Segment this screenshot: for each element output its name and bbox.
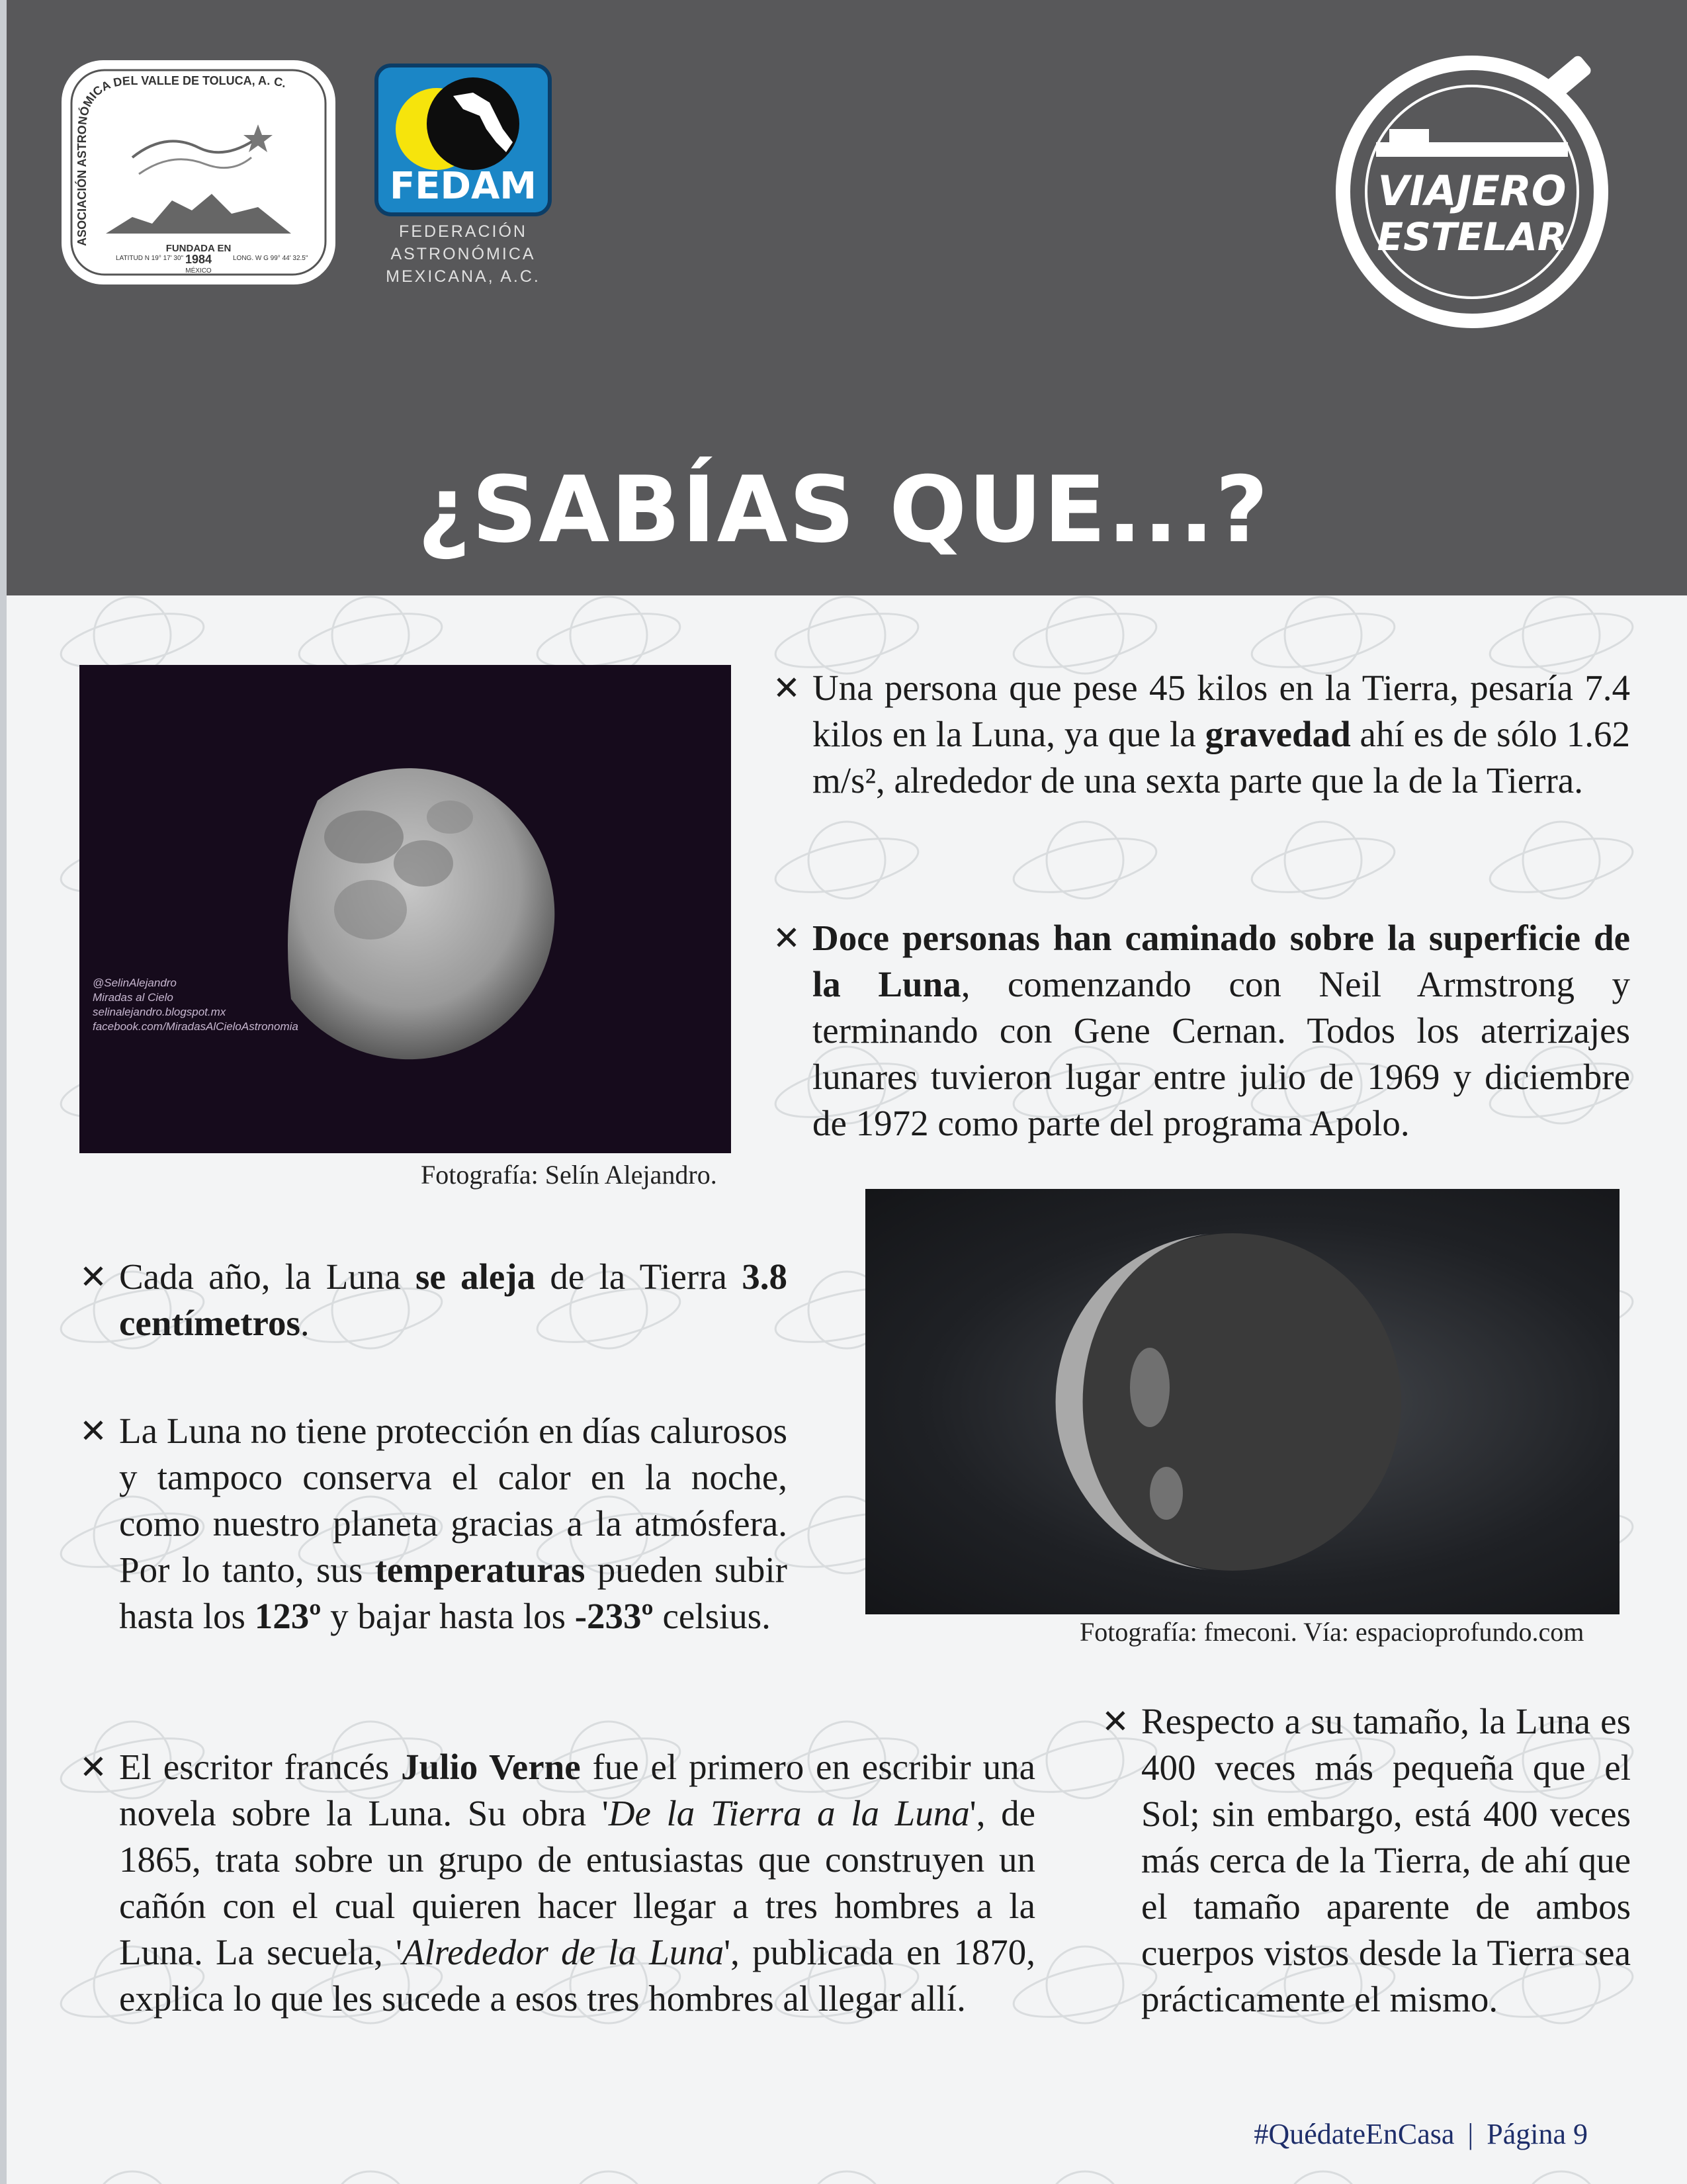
fedam-line2: ASTRONÓMICA xyxy=(390,245,536,263)
photo1-watermark-line3: selinalejandro.blogspot.mx xyxy=(93,1006,226,1018)
bullet-mark-icon: ✕ xyxy=(1102,1702,1129,1741)
footer-hashtag: #QuédateEnCasa xyxy=(1254,2118,1455,2150)
bullet-mark-icon: ✕ xyxy=(773,669,800,707)
photo1-watermark-line4: facebook.com/MiradasAlCieloAstronomia xyxy=(93,1020,298,1033)
viajero-line2: ESTELAR xyxy=(1377,214,1567,259)
viajero-line1: VIAJERO xyxy=(1377,167,1567,215)
fact-julio-verne: ✕ El escritor francés Julio Verne fue el primero en escribir una novela sobre la Luna. Su obra 'De la Tierra a la Luna', de 1865, trata sobre un grupo de entusiastas que construyen un cañón con el cual quieren hacer llegar a tres hombres a la Luna. La secuela, 'Alrededor de la Luna', publicada en 1870, explica lo que les sucede a esos tres hombres al llegar allí. xyxy=(119,1744,1035,2022)
aavt-logo xyxy=(60,58,337,286)
aavt-founded-year: 1984 xyxy=(185,253,212,266)
aavt-longitude: LONG. W G 99° 44' 32.5" xyxy=(233,255,308,262)
fact-temperatures: ✕ La Luna no tiene protección en días calurosos y tampoco conserva el calor en la noche, como nuestro planeta gracias a la atmósfera. Por lo tanto, sus temperaturas pueden subir hasta los 123º y bajar hasta los -233º celsius. xyxy=(119,1408,787,1639)
bullet-mark-icon: ✕ xyxy=(79,1748,107,1786)
fedam-logo xyxy=(374,63,552,288)
page-edge xyxy=(0,0,7,2184)
aavt-arc-text: ASOCIACIÓN ASTRONÓMICA DEL VALLE DE TOLUCA, A. C. xyxy=(75,73,288,246)
page-title: ¿SABÍAS QUE...? xyxy=(417,457,1270,563)
fact-moonwalkers: ✕ Doce personas han caminado sobre la superficie de la Luna, comenzando con Neil Armstrong y terminando con Gene Cernan. Todos los aterrizajes lunares tuvieron lugar entre julio de 1969 y diciembre de 1972 como parte del programa Apolo. xyxy=(812,915,1630,1147)
footer-page-number: Página 9 xyxy=(1487,2118,1588,2150)
bullet-mark-icon: ✕ xyxy=(79,1258,107,1296)
fedam-line3: MEXICANA, A.C. xyxy=(386,267,541,286)
viajero-estelar-logo xyxy=(1330,40,1627,337)
crescent-moon-image xyxy=(865,1189,1620,1614)
aavt-founded-label: FUNDADA EN xyxy=(165,243,232,254)
gibbous-moon-image xyxy=(79,665,731,1153)
fedam-line1: FEDERACIÓN xyxy=(399,222,527,241)
moon-photo-2 xyxy=(865,1189,1620,1614)
fact-gravity: ✕ Una persona que pese 45 kilos en la Tierra, pesaría 7.4 kilos en la Luna, ya que la gravedad ahí es de sólo 1.62 m/s², alrededor de una sexta parte que la de la Tierra. xyxy=(812,665,1630,804)
aavt-city: MÉXICO xyxy=(185,267,212,275)
photo2-caption: Fotografía: fmeconi. Vía: espacioprofundo.com xyxy=(1080,1617,1584,1647)
photo1-watermark-line2: Miradas al Cielo xyxy=(93,991,173,1004)
fact-moon-recedes: ✕ Cada año, la Luna se aleja de la Tierra 3.8 centímetros. xyxy=(119,1254,787,1346)
bullet-mark-icon: ✕ xyxy=(773,919,800,957)
page-footer xyxy=(1254,2117,1588,2151)
fact-apparent-size: ✕ Respecto a su tamaño, la Luna es 400 veces más pequeña que el Sol; sin embargo, está 400 veces más cerca de la Tierra, de ahí que el tamaño aparente de ambos cuerpos vistos desde la Tierra sea prácticamente el mismo. xyxy=(1141,1698,1631,2023)
footer-separator: | xyxy=(1467,2118,1474,2150)
photo1-watermark-line1: @SelinAlejandro xyxy=(93,977,177,989)
moon-photo-1 xyxy=(79,665,731,1153)
photo1-caption: Fotografía: Selín Alejandro. xyxy=(421,1160,717,1190)
bullet-mark-icon: ✕ xyxy=(79,1412,107,1450)
fedam-name: FEDAM xyxy=(389,165,537,208)
aavt-latitude: LATITUD N 19° 17' 30" xyxy=(116,255,184,262)
